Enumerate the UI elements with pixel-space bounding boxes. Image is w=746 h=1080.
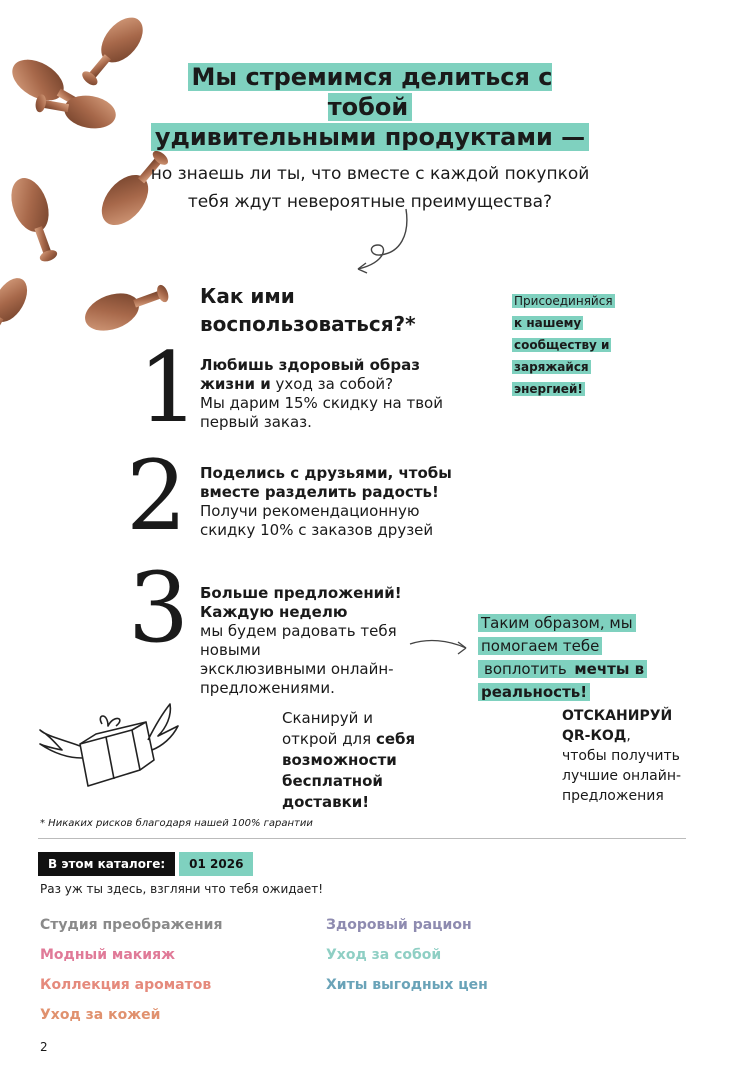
headline-block <box>150 62 590 216</box>
howto-title: Как ими воспользоваться?* <box>200 284 416 336</box>
categories-right <box>326 910 586 1000</box>
headline-sub-2: тебя ждут невероятные преимущества? <box>187 192 553 212</box>
catalog-label: В этом каталоге: <box>38 852 175 876</box>
catalog-issue <box>38 852 253 876</box>
category-link[interactable]: Хиты выгодных цен <box>326 977 488 993</box>
step-2-text: Поделись с друзьями, чтобы вместе разделить радость! Получи рекомендационную скидку 10% с заказов друзей <box>200 464 452 539</box>
scan-qr-text: ОТСКАНИРУЙ QR-КОД, чтобы получить лучшие онлайн- предложения <box>562 708 682 804</box>
divider <box>38 838 686 839</box>
category-link[interactable]: Студия преображения <box>40 917 223 933</box>
page-number: 2 <box>40 1040 48 1054</box>
headline-sub-1: но знаешь ли ты, что вместе с каждой покупкой <box>150 164 590 184</box>
category-link[interactable]: Уход за кожей <box>40 1007 161 1023</box>
category-link[interactable]: Здоровый рацион <box>326 917 472 933</box>
capsule-icon <box>4 173 66 266</box>
step-number: 2 <box>126 440 188 552</box>
capsule-icon <box>0 272 34 348</box>
category-link[interactable]: Уход за собой <box>326 947 442 963</box>
categories-left <box>40 910 310 1030</box>
reality-note: Таким образом, мы помогаем тебе воплотить мечты в реальность! <box>478 612 647 704</box>
guarantee-footnote: * Никаких рисков благодаря нашей 100% гарантии <box>40 818 313 829</box>
arrow-icon <box>408 628 478 668</box>
step-number: 3 <box>128 552 190 664</box>
flying-gift-box-icon <box>36 700 186 800</box>
catalog-issue-number: 01 2026 <box>179 852 253 876</box>
join-community-note: Присоединяйся к нашему сообществу и заряжайся энергией! <box>514 294 613 396</box>
catalog-intro: Раз уж ты здесь, взгляни что тебя ожидает! <box>40 882 324 896</box>
step-number: 1 <box>138 332 200 444</box>
headline-line-2: удивительными продуктами — <box>151 123 589 151</box>
curly-arrow-icon <box>340 205 420 280</box>
capsule-icon <box>74 10 151 93</box>
step-1-text: Любишь здоровый образ жизни и уход за собой? Мы дарим 15% скидку на твой первый заказ. <box>200 356 443 431</box>
capsule-icon <box>80 276 173 338</box>
headline-line-1: Мы стремимся делиться с тобой <box>188 63 553 121</box>
category-link[interactable]: Модный макияж <box>40 947 175 963</box>
category-link[interactable]: Коллекция ароматов <box>40 977 212 993</box>
scan-free-delivery-text: Сканируй и открой для себя возможности бесплатной доставки! <box>282 709 416 811</box>
step-3-text: Больше предложений! Каждую неделю мы будем радовать тебя новыми эксклюзивными онлайн- предложениями. <box>200 584 402 697</box>
